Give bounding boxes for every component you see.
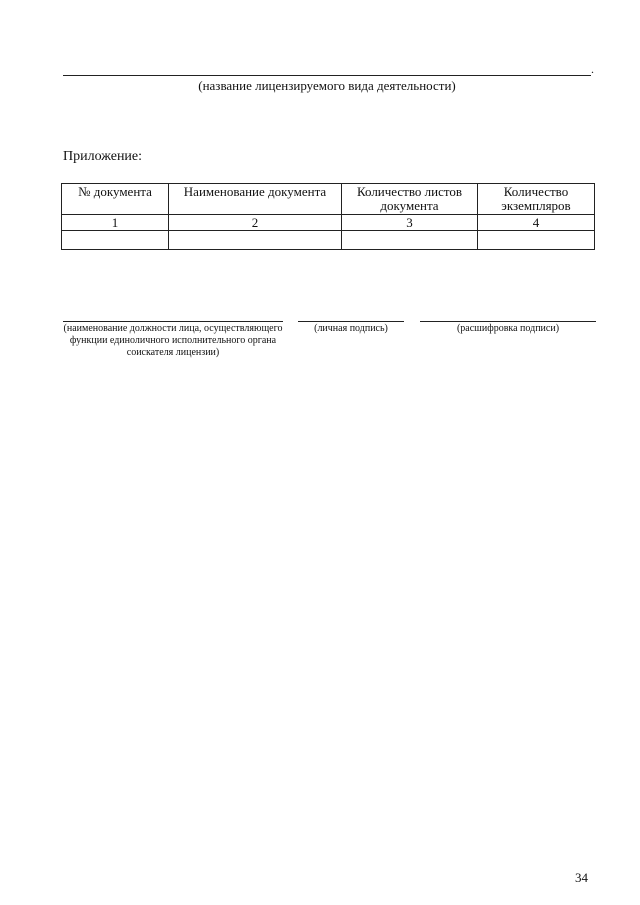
table-cell[interactable]	[342, 231, 478, 250]
header-document-name: Наименование документа	[169, 184, 342, 215]
attachment-label: Приложение:	[63, 149, 143, 164]
activity-name-line	[63, 75, 591, 76]
activity-line-dot: .	[591, 62, 594, 76]
table-cell[interactable]	[62, 231, 169, 250]
column-number-2: 2	[169, 215, 342, 231]
signature-line	[298, 321, 404, 322]
documents-table	[61, 183, 595, 250]
table-header-row	[62, 184, 595, 215]
column-number-3: 3	[342, 215, 478, 231]
column-number-1: 1	[62, 215, 169, 231]
page-number: 34	[575, 870, 588, 885]
table-cell[interactable]	[478, 231, 595, 250]
position-line	[63, 321, 283, 322]
column-number-4: 4	[478, 215, 595, 231]
signature-caption: (личная подпись)	[314, 323, 388, 334]
table-number-row	[62, 215, 595, 231]
table-cell[interactable]	[169, 231, 342, 250]
table-row	[62, 231, 595, 250]
decryption-caption: (расшифровка подписи)	[456, 323, 560, 334]
header-copy-count: Количество экземпляров	[478, 184, 595, 215]
position-caption: (наименование должности лица, осуществляющего функции единоличного исполнительного органа соискателя лицензии)	[63, 323, 283, 358]
decryption-line	[420, 321, 596, 322]
header-sheet-count: Количество листов документа	[342, 184, 478, 215]
header-document-number: № документа	[62, 184, 169, 215]
activity-name-caption: (название лицензируемого вида деятельности)	[198, 78, 456, 93]
